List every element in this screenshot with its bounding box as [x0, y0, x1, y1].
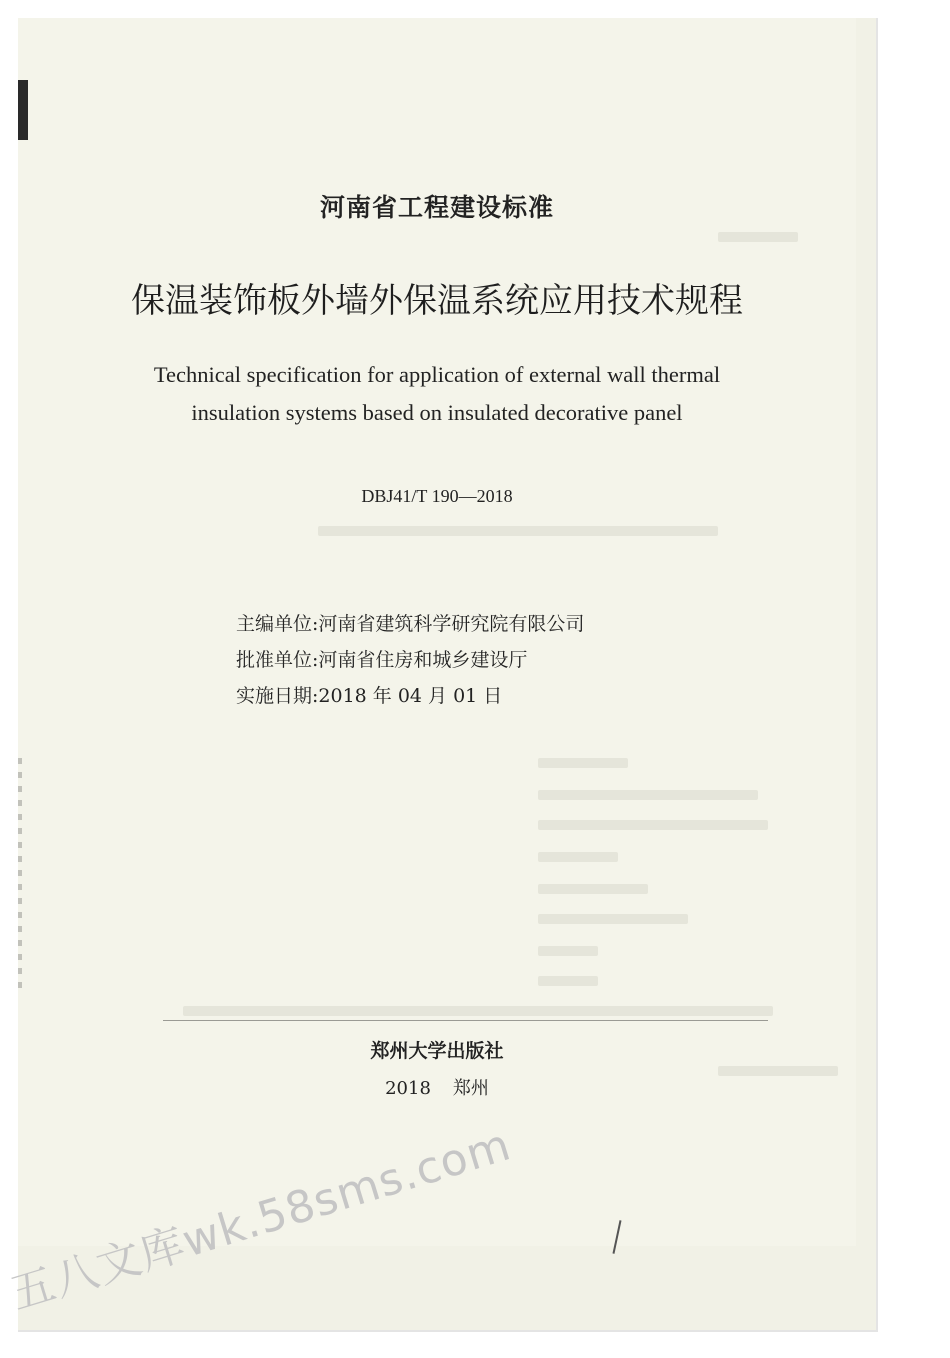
english-title-line-1: Technical specification for application of external wall thermal [153, 362, 721, 387]
show-through-text [538, 852, 618, 862]
show-through-text [538, 790, 758, 800]
show-through-text [318, 526, 718, 536]
show-through-text [538, 758, 628, 768]
document-title-english [18, 356, 856, 432]
pen-mark [612, 1220, 621, 1254]
editor-unit: 主编单位:河南省建筑科学研究院有限公司 [236, 613, 585, 635]
site-watermark: 五八文库wk.58sms.com [4, 1119, 517, 1321]
publication-info [236, 606, 584, 714]
show-through-text [538, 976, 598, 986]
show-through-text [538, 820, 768, 830]
standard-code: DBJ41/T 190—2018 [361, 486, 513, 506]
english-title-line-2: insulation systems based on insulated decorative panel [191, 400, 683, 425]
edge-bleed-marks [18, 758, 22, 988]
show-through-text [538, 914, 688, 924]
show-through-text [183, 1006, 773, 1016]
show-through-text [718, 232, 798, 242]
publisher-name: 郑州大学出版社 [370, 1040, 504, 1062]
effective-date: 实施日期:2018 年 04 月 01 日 [236, 685, 503, 707]
page-body [18, 18, 856, 1246]
approving-unit: 批准单位:河南省住房和城乡建设厅 [236, 649, 528, 671]
show-through-text [538, 946, 598, 956]
publication-city: 郑州 [452, 1078, 489, 1099]
divider-line [163, 1020, 768, 1021]
document-title-chinese: 保温装饰板外墙外保温系统应用技术规程 [131, 281, 743, 321]
publication-year-city [18, 1074, 856, 1100]
show-through-text [538, 884, 648, 894]
publication-year: 2018 [385, 1078, 431, 1099]
binding-mark [18, 80, 28, 140]
standard-series-heading: 河南省工程建设标准 [319, 193, 554, 222]
